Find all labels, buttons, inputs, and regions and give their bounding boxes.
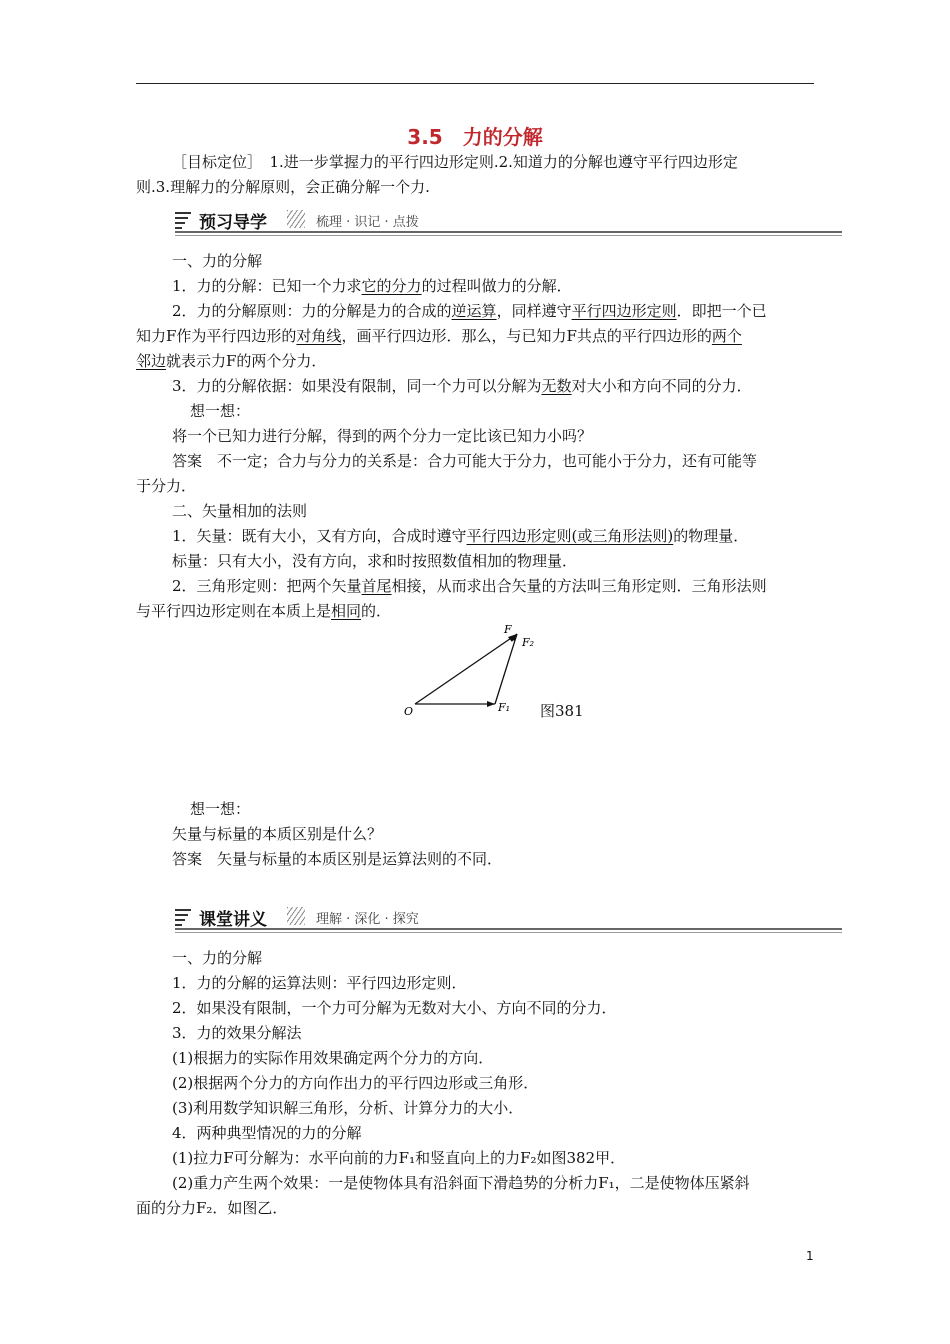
section-name: 课堂讲义 (199, 910, 267, 930)
label-o: O (404, 705, 414, 718)
section-header-preview (175, 208, 842, 238)
question: 矢量与标量的本质区别是什么？ (172, 825, 383, 843)
paragraph: 知力F作为平行四边形的对角线，画平行四边形．那么，与已知力F共点的平行四边形的两个 (136, 327, 742, 345)
vector-f2-line (495, 634, 517, 704)
figure-caption: 图381 (540, 702, 584, 720)
answer: 答案 不一定；合力与分力的关系是：合力可能大于分力，也可能小于分力，还有可能等 (172, 452, 758, 470)
heading: 二、矢量相加的法则 (172, 502, 308, 520)
heading: 一、力的分解 (172, 949, 263, 967)
think-label: 想一想： (190, 800, 251, 818)
paragraph: 邻边就表示力F的两个分力． (136, 352, 327, 370)
list-item-cont: 面的分力F₂．如图乙． (136, 1199, 288, 1217)
objective-line-2: 则.3.理解力的分解原则，会正确分解一个力. (136, 178, 430, 196)
hatch-icon (287, 210, 305, 228)
section-header-lecture (175, 905, 842, 935)
list-item: (2)重力产生两个效果：一是使物体具有沿斜面下滑趋势的分析力F₁，二是使物体压紧斜 (172, 1174, 750, 1192)
section-bars-icon (175, 212, 191, 229)
list-item: (1)拉力F可分解为：水平向前的力F₁和竖直向上的力F₂如图382甲． (172, 1149, 626, 1167)
paragraph: 2．三角形定则：把两个矢量首尾相接，从而求出合矢量的方法叫三角形定则．三角形法则 (172, 577, 767, 595)
list-item: (3)利用数学知识解三角形，分析、计算分力的大小． (172, 1099, 524, 1117)
arrowhead-f1 (487, 701, 495, 707)
list-item: (1)根据力的实际作用效果确定两个分力的方向． (172, 1049, 494, 1067)
paragraph: 标量：只有大小，没有方向，求和时按照数值相加的物理量． (172, 552, 578, 570)
paragraph: 与平行四边形定则在本质上是相同的． (136, 602, 392, 620)
answer-cont: 于分力． (136, 477, 197, 495)
paragraph: 1．力的分解：已知一个力求它的分力的过程叫做力的分解． (172, 277, 572, 295)
objective-line-1: ［目标定位］ 1.进一步掌握力的平行四边形定则.2.知道力的分解也遵守平行四边形定 (172, 153, 738, 171)
page-number: 1 (806, 1249, 814, 1263)
section-name: 预习导学 (199, 213, 267, 233)
list-item: 4．两种典型情况的力的分解 (172, 1124, 362, 1142)
answer: 答案 矢量与标量的本质区别是运算法则的不同． (172, 850, 503, 868)
section-bars-icon (175, 909, 191, 926)
list-item: 3．力的效果分解法 (172, 1024, 302, 1042)
page-title: 3.5 力的分解 (407, 125, 543, 149)
label-f1: F₁ (498, 701, 511, 714)
list-item: 1．力的分解的运算法则：平行四边形定则． (172, 974, 467, 992)
label-f2: F₂ (522, 636, 535, 649)
hatch-icon (287, 907, 305, 925)
vector-f-line (415, 634, 517, 704)
section-tags: 理解 · 深化 · 探究 (316, 912, 419, 927)
list-item: (2)根据两个分力的方向作出力的平行四边形或三角形． (172, 1074, 539, 1092)
paragraph: 2．力的分解原则：力的分解是力的合成的逆运算，同样遵守平行四边形定则．即把一个已 (172, 302, 767, 320)
think-label: 想一想： (190, 402, 251, 420)
paragraph: 3．力的分解依据：如果没有限制，同一个力可以分解为无数对大小和方向不同的分力． (172, 377, 752, 395)
section-tags: 梳理 · 识记 · 点拨 (316, 215, 419, 230)
heading: 一、力的分解 (172, 252, 263, 270)
list-item: 2．如果没有限制，一个力可分解为无数对大小、方向不同的分力． (172, 999, 617, 1017)
question: 将一个已知力进行分解，得到的两个分力一定比该已知力小吗？ (172, 427, 593, 445)
label-f: F (504, 623, 512, 636)
paragraph: 1．矢量：既有大小，又有方向，合成时遵守平行四边形定则(或三角形法则)的物理量． (172, 527, 749, 545)
header-rule (136, 83, 814, 84)
